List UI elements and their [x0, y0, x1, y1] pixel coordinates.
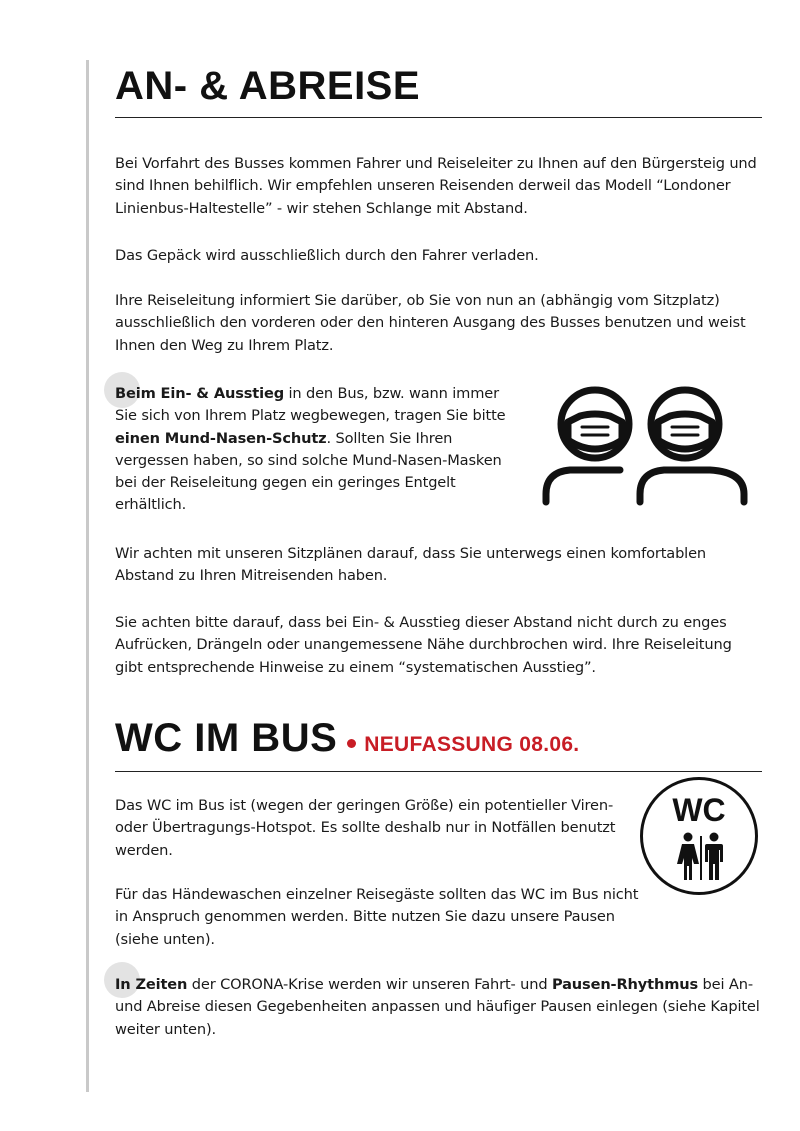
- section-rule: [115, 117, 762, 118]
- text-segment: der CORONA-Krise werden wir unseren Fahrt- und: [187, 976, 552, 993]
- text-segment: . Sollten Sie Ihren vergessen haben, so sind solche Mund-Nasen-Masken bei der Reiseleitung gegen ein geringes Entgelt erhältlich.: [115, 429, 502, 514]
- section-heading-wc: [115, 718, 762, 758]
- sidebar-accent-line: [86, 60, 89, 1092]
- section-title-wc: WC IM BUS: [115, 716, 338, 760]
- bold-pausen-rhythmus: Pausen-Rhythmus: [551, 976, 699, 993]
- masked-people-icon: [540, 382, 750, 507]
- woman-man-icon: [677, 832, 725, 882]
- paragraph-sitzplaene: Wir achten mit unseren Sitzplänen darauf, dass Sie unterwegs einen komfortablen Abstand zu Ihren Mitreisenden haben.: [115, 545, 707, 585]
- paragraph-wc-hotspot: Das WC im Bus ist (wegen der geringen Größe) ein potentieller Viren- oder Übertragungs-Hotspot. Es sollte deshalb nur in Notfällen benutzt werden.: [115, 797, 616, 859]
- bold-mundschutz: einen Mund-Nasen-Schutz: [115, 429, 327, 447]
- paragraph-vorfahrt: Bei Vorfahrt des Busses kommen Fahrer und Reiseleiter zu Ihnen auf den Bürgersteig und sind Ihnen behilflich. Wir empfehlen unseren Reisenden derweil das Modell “Londoner Linienbus-Haltestelle” - wir stehen Schlange mit Abstand.: [115, 155, 757, 217]
- revision-label: NEUFASSUNG 08.06.: [364, 733, 580, 756]
- bold-in-zeiten: In Zeiten: [115, 976, 188, 993]
- revision-badge: [347, 733, 579, 757]
- paragraph-ausgang: Ihre Reiseleitung informiert Sie darüber, ob Sie von nun an (abhängig vom Sitzplatz) ausschließlich den vorderen oder den hinteren Ausgang des Busses benutzen und weist Ihnen den Weg zu Ihrem Platz.: [115, 292, 746, 354]
- paragraph-haendewaschen: Für das Händewaschen einzelner Reisegäste sollten das WC im Bus nicht in Anspruch genommen werden. Bitte nutzen Sie dazu unsere Pausen (siehe unten).: [115, 886, 639, 948]
- paragraph-pausen: [115, 974, 762, 1041]
- red-bullet-icon: [347, 739, 356, 748]
- wc-label: WC: [672, 792, 726, 828]
- section-title-an-abreise: AN- & ABREISE: [115, 64, 421, 108]
- text-segment: in den Bus, bzw. wann immer Sie sich von Ihrem Platz wegbewegen, tragen Sie bitte: [115, 385, 506, 425]
- wc-icon: [640, 777, 758, 895]
- bold-ein-ausstieg: Beim Ein- & Ausstieg: [115, 385, 284, 402]
- text-segment: bei An- und Abreise diesen Gegebenheiten anpassen und häufiger Pausen einlegen (siehe Kapitel weiter unten).: [115, 976, 760, 1038]
- paragraph-abstand: Sie achten bitte darauf, dass bei Ein- & Ausstieg dieser Abstand nicht durch zu enges Aufrücken, Drängeln oder unangemessene Nähe durchbrochen wird. Ihre Reiseleitung gibt entsprechende Hinweise zu einem “systematischen Ausstieg”.: [115, 614, 732, 676]
- paragraph-gepaeck: Das Gepäck wird ausschließlich durch den Fahrer verladen.: [115, 247, 539, 264]
- paragraph-mundschutz: [115, 383, 515, 517]
- section-rule: [115, 771, 762, 772]
